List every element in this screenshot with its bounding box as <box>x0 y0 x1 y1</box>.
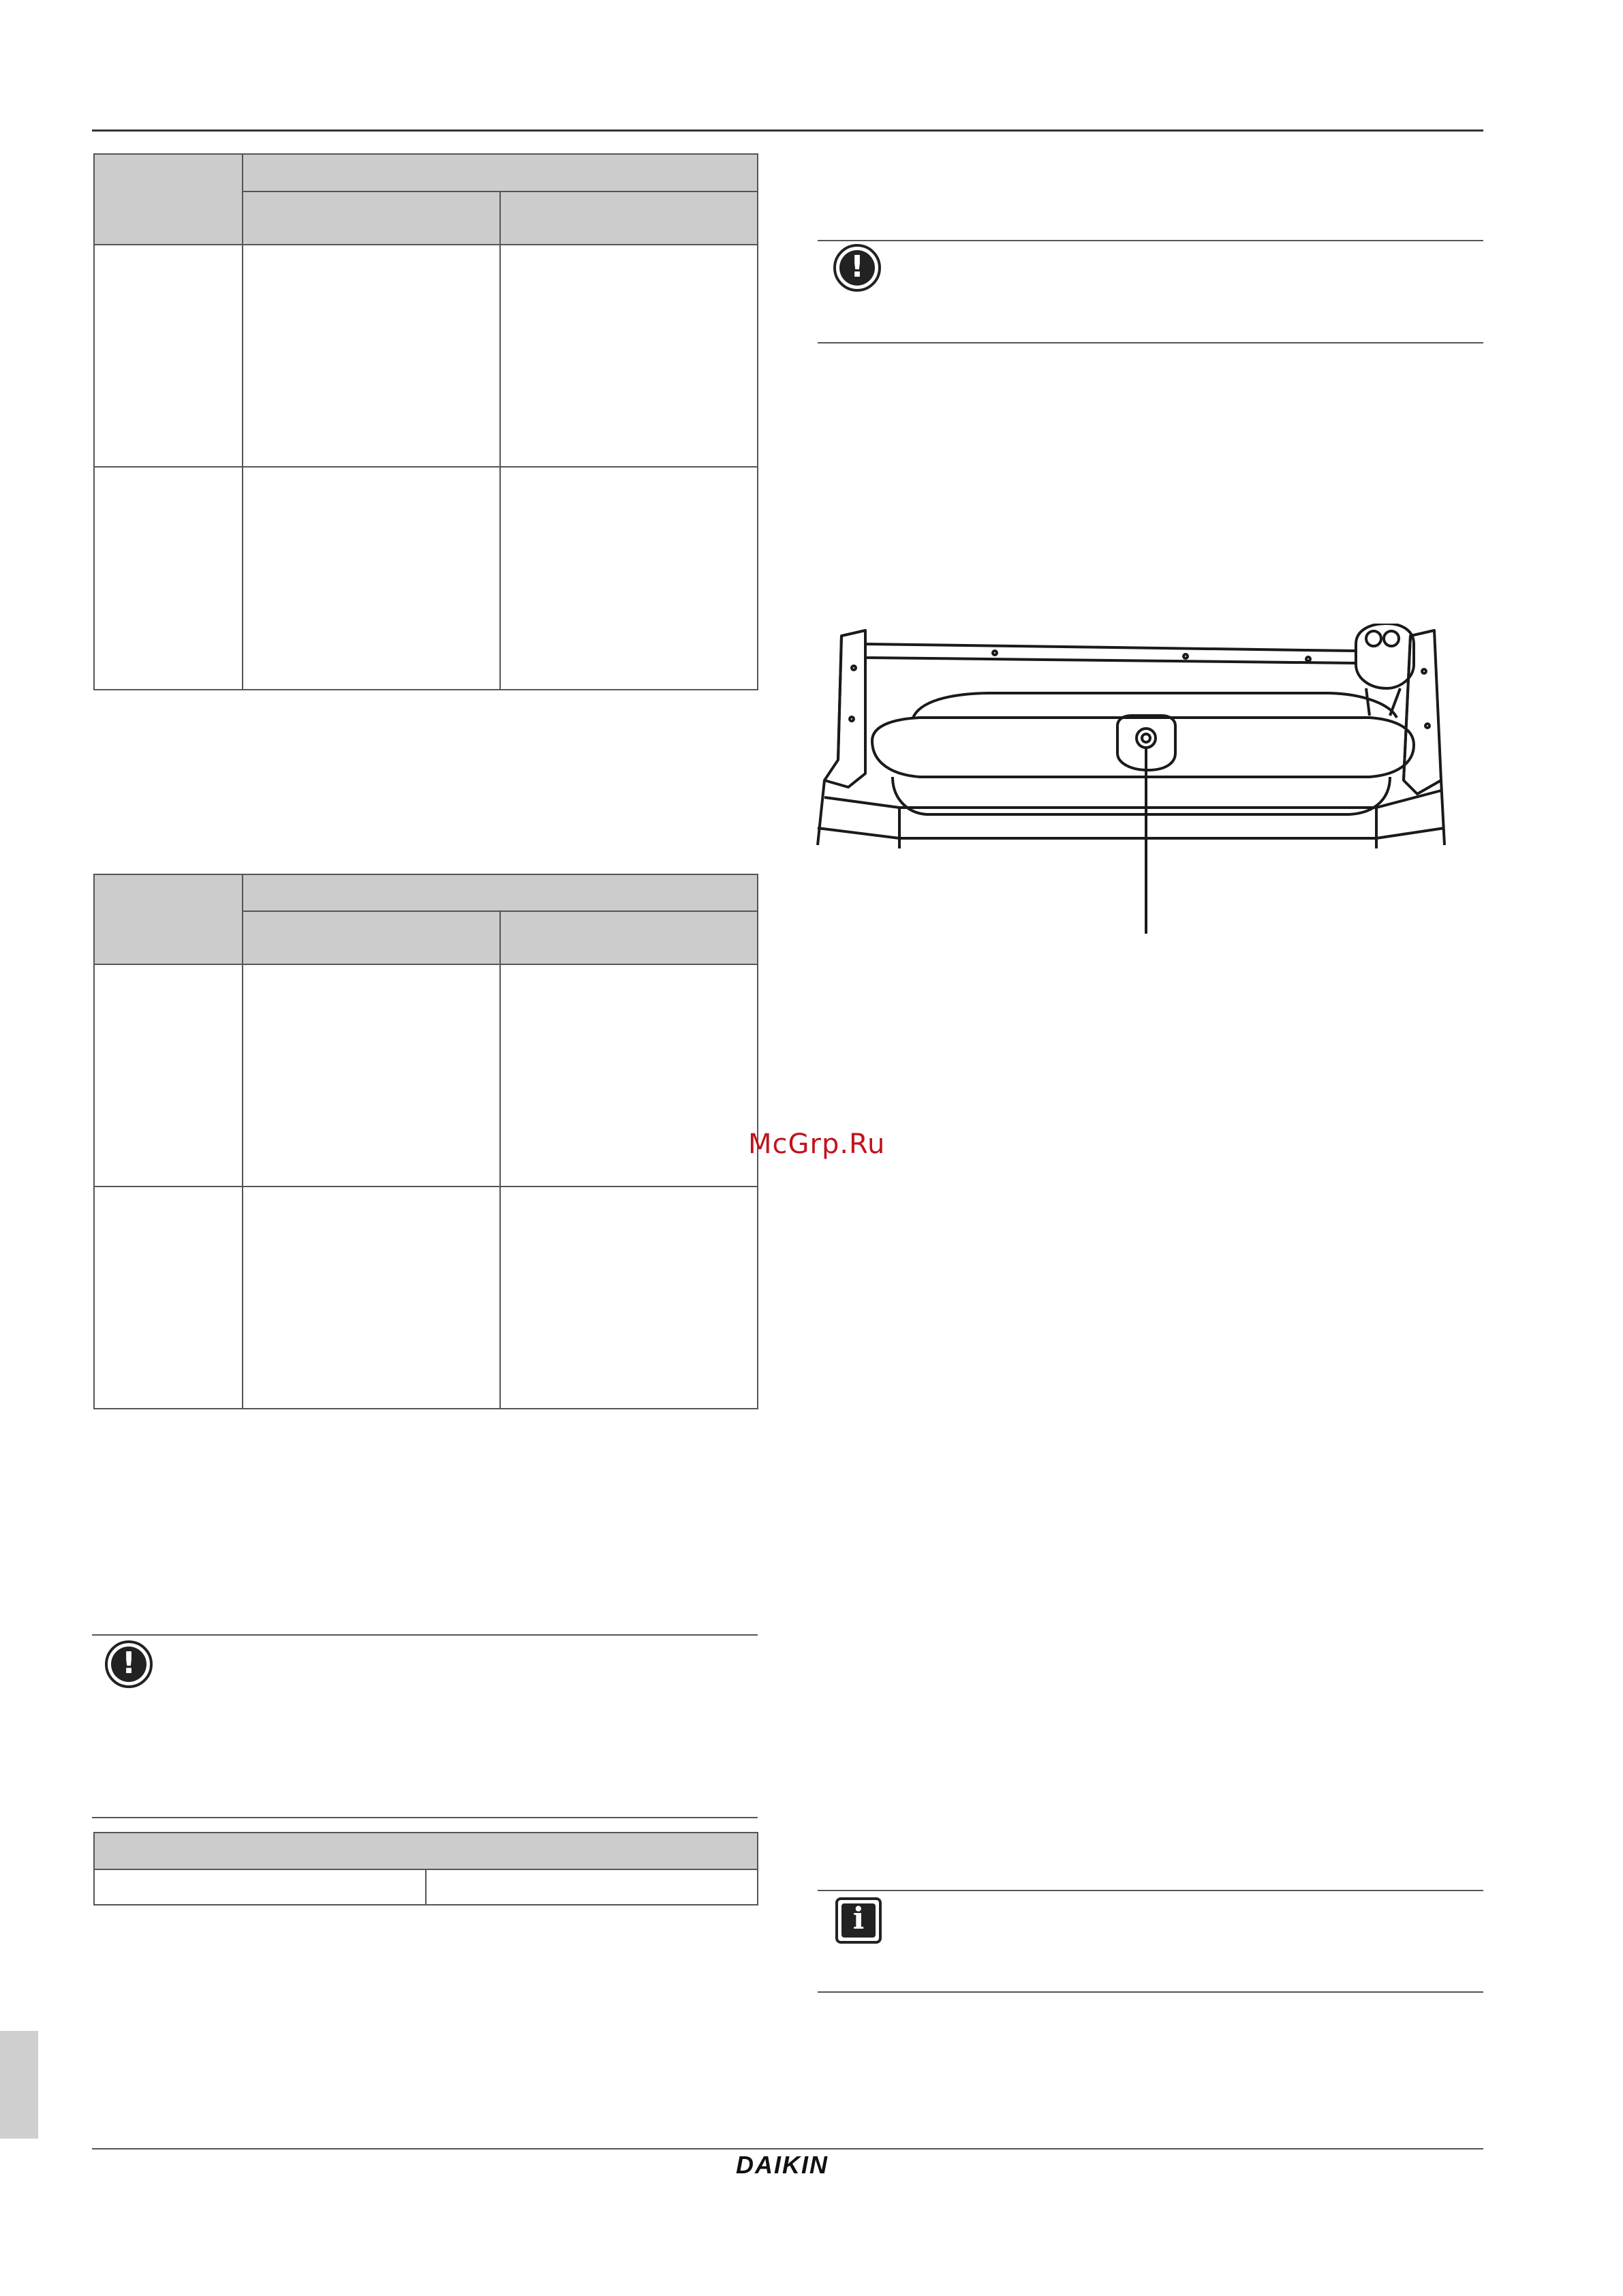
watermark: McGrp.Ru <box>748 1129 886 1160</box>
table-1-subheader-1 <box>243 192 500 245</box>
left-notice-top-rule <box>92 1634 758 1636</box>
info-notice-top-rule <box>818 1890 1483 1891</box>
table-2-cell <box>500 1187 758 1409</box>
table-3-cell <box>426 1869 758 1905</box>
table-2-header-group <box>243 874 758 911</box>
table-3-cell <box>94 1869 426 1905</box>
info-square-icon <box>835 1897 882 1944</box>
table-2-subheader-1 <box>243 911 500 964</box>
table-2-cell <box>94 964 243 1187</box>
right-notice-top-rule <box>818 240 1483 241</box>
table-1-cell <box>94 245 243 467</box>
table-1-header-group <box>243 154 758 192</box>
right-notice-bottom-rule <box>818 342 1483 343</box>
table-2-cell <box>94 1187 243 1409</box>
table-2-cell <box>243 1187 500 1409</box>
table-1-cell <box>500 467 758 690</box>
table-3-header <box>94 1833 758 1869</box>
table-1-cell <box>243 467 500 690</box>
exclamation-circle-icon <box>105 1640 153 1688</box>
table-1-subheader-2 <box>500 192 758 245</box>
footer-rule <box>92 2148 1483 2149</box>
table-2-subheader-2 <box>500 911 758 964</box>
expansion-vessel-illustration <box>811 624 1465 964</box>
table-1-header-corner <box>94 154 243 245</box>
table-3 <box>93 1832 758 1905</box>
table-2 <box>93 874 758 1409</box>
header-rule <box>92 129 1483 132</box>
exclamation-circle-icon <box>833 244 881 292</box>
table-1 <box>93 153 758 690</box>
info-notice-bottom-rule <box>818 1991 1483 1993</box>
table-1-cell <box>94 467 243 690</box>
table-1-cell <box>500 245 758 467</box>
table-2-cell <box>243 964 500 1187</box>
side-thumb-tab <box>0 2031 38 2139</box>
table-1-cell <box>243 245 500 467</box>
brand-logo: DAIKIN <box>736 2151 829 2179</box>
table-2-header-corner <box>94 874 243 964</box>
left-notice-bottom-rule <box>92 1817 758 1818</box>
table-2-cell <box>500 964 758 1187</box>
